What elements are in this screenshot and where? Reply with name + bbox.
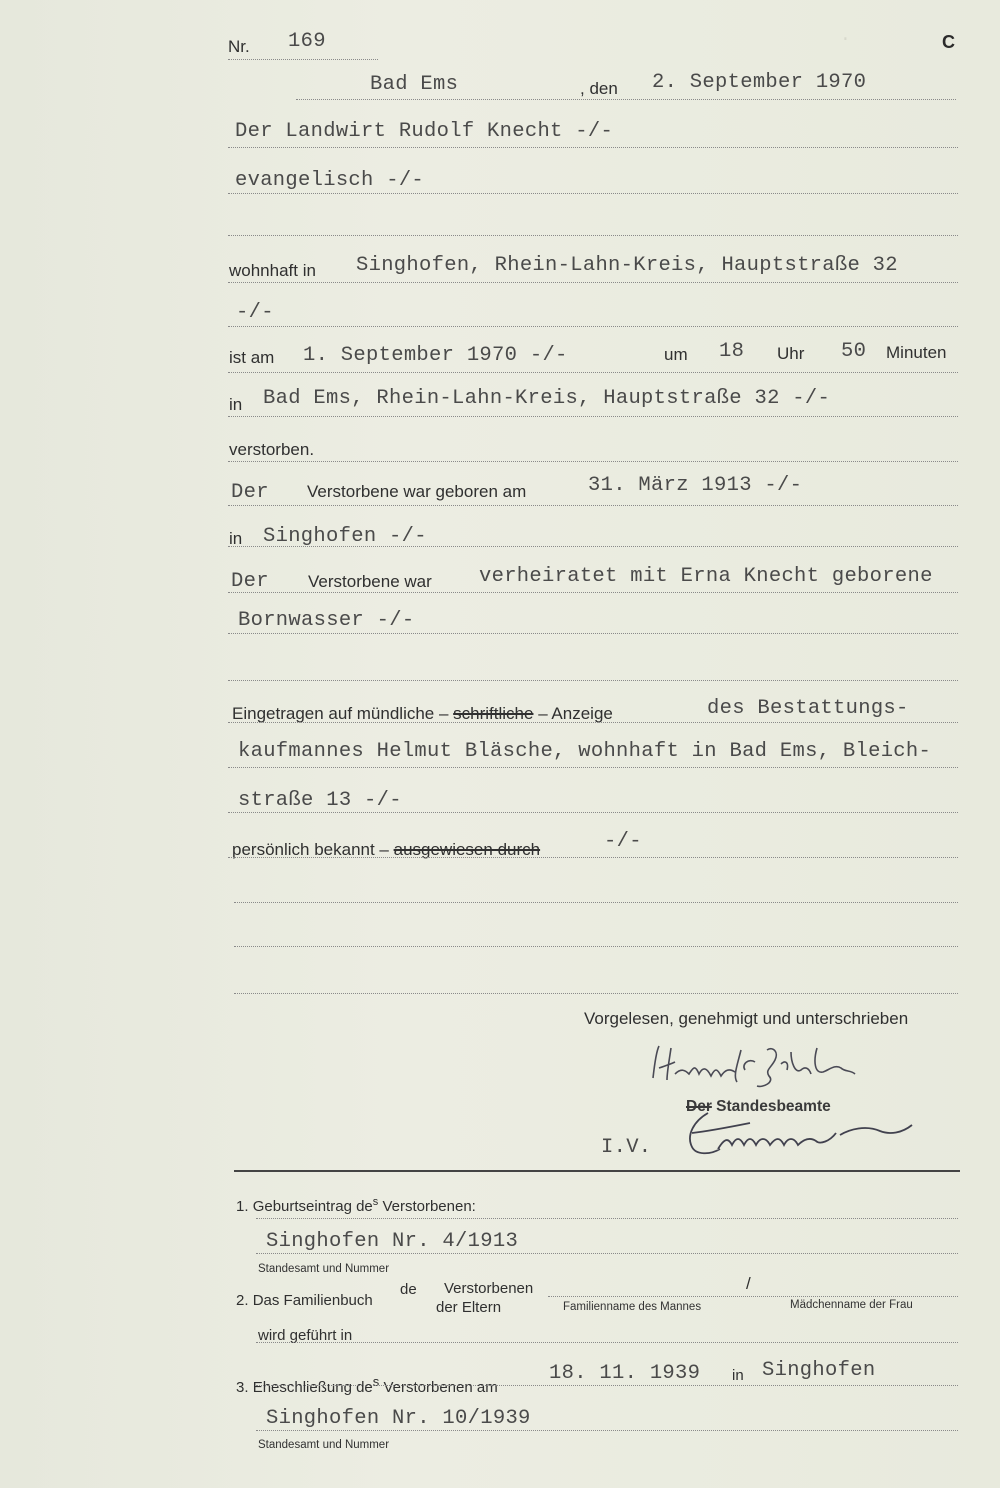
rule xyxy=(256,1342,958,1343)
death-date: 1. September 1970 -/- xyxy=(303,344,568,367)
rule xyxy=(228,326,958,327)
registered-label: Eingetragen auf mündliche – schriftliche – Anzeige xyxy=(232,704,613,723)
rule xyxy=(256,1430,958,1431)
rule xyxy=(228,193,958,194)
death-hour: 18 xyxy=(719,340,745,363)
married-label: Verstorbene war xyxy=(308,572,432,591)
article-der: Der xyxy=(231,481,269,504)
rule xyxy=(228,505,958,506)
proxy-label: I.V. xyxy=(601,1136,652,1159)
bleed-through-mark: · xyxy=(840,30,884,50)
form-letter: C xyxy=(942,32,955,52)
office-and-number-caption: Standesamt und Nummer xyxy=(258,1439,390,1451)
informant-signature xyxy=(645,1040,865,1090)
marital-status: verheiratet mit Erna Knecht geborene xyxy=(479,565,933,588)
rule xyxy=(234,946,958,947)
residence-end: -/- xyxy=(236,301,274,324)
rule xyxy=(256,1385,958,1386)
rule xyxy=(228,461,958,462)
rule xyxy=(228,416,958,417)
residence-label: wohnhaft in xyxy=(229,261,316,280)
death-minutes: 50 xyxy=(841,340,867,363)
rule xyxy=(228,857,958,858)
rule xyxy=(228,282,958,283)
entry-number: 169 xyxy=(288,30,326,53)
den-label: , den xyxy=(580,79,618,98)
deceased-name: Der Landwirt Rudolf Knecht -/- xyxy=(235,120,614,143)
death-place: Bad Ems, Rhein-Lahn-Kreis, Hauptstraße 32 -/- xyxy=(263,387,831,410)
minuten-label: Minuten xyxy=(886,343,947,362)
rule xyxy=(228,546,958,547)
birth-place: Singhofen -/- xyxy=(263,525,427,548)
rule xyxy=(256,1218,958,1219)
number-label: Nr. xyxy=(228,37,250,56)
rule xyxy=(228,767,958,768)
rule xyxy=(228,372,958,373)
born-label: Verstorbene war geboren am xyxy=(307,482,527,501)
registrar-title: Der Standesbeamte xyxy=(686,1098,831,1115)
religion: evangelisch -/- xyxy=(235,169,425,192)
wife-maiden-name-caption: Mädchenname der Frau xyxy=(790,1299,913,1311)
family-book-label: 2. Das Familienbuch xyxy=(236,1292,373,1309)
rule xyxy=(234,902,958,903)
informant-end: straße 13 -/- xyxy=(238,789,402,812)
spouse-maiden-name: Bornwasser -/- xyxy=(238,609,415,632)
uhr-label: Uhr xyxy=(777,344,805,363)
rule xyxy=(228,812,958,813)
read-approved-label: Vorgelesen, genehmigt und unterschrieben xyxy=(584,1009,909,1028)
birth-record-label: 1. Geburtseintrag $de^s$ Verstorbenen: xyxy=(236,1196,476,1215)
rule xyxy=(256,1253,958,1254)
place: Bad Ems xyxy=(370,73,459,96)
family-book-de: de xyxy=(400,1281,417,1298)
rule xyxy=(228,633,958,634)
date-underline xyxy=(296,99,956,100)
rule xyxy=(228,592,958,593)
section-divider xyxy=(234,1170,960,1172)
office-and-number-caption: Standesamt und Nummer xyxy=(258,1263,390,1275)
rule xyxy=(228,235,958,236)
registrar-signature xyxy=(680,1105,920,1165)
kept-in-label: wird geführt in xyxy=(258,1327,353,1344)
in-label: in xyxy=(229,395,243,414)
rule xyxy=(228,722,958,723)
residence: Singhofen, Rhein-Lahn-Kreis, Hauptstraße 32 xyxy=(356,254,898,277)
marriage-record-value: Singhofen Nr. 10/1939 xyxy=(266,1407,531,1430)
verstorben-label: verstorben. xyxy=(229,440,315,459)
identity-label: persönlich bekannt – ausgewiesen durch xyxy=(232,840,541,859)
rule xyxy=(548,1296,958,1297)
article-der: Der xyxy=(231,570,269,593)
family-book-parents: der Eltern xyxy=(436,1299,502,1316)
birth-record-value: Singhofen Nr. 4/1913 xyxy=(266,1230,519,1253)
marriage-label: 3. Eheschließung des Verstorbenen am xyxy=(236,1374,498,1396)
rule xyxy=(228,147,958,148)
um-label: um xyxy=(664,345,688,364)
husband-surname-caption: Familienname des Mannes xyxy=(563,1301,702,1313)
date: 2. September 1970 xyxy=(652,71,867,94)
died-on-label: ist am xyxy=(229,348,275,367)
marriage-place: Singhofen xyxy=(762,1359,876,1382)
marriage-in-label: in xyxy=(732,1367,744,1384)
marriage-date: 18. 11. 1939 xyxy=(549,1362,701,1385)
informant: des Bestattungs- xyxy=(707,697,909,720)
in-label: in xyxy=(229,529,243,548)
number-underline xyxy=(228,59,378,60)
informant-cont: kaufmannes Helmut Bläsche, wohnhaft in Bad Ems, Bleich- xyxy=(238,740,932,763)
rule xyxy=(228,680,958,681)
family-book-slash: / xyxy=(746,1274,751,1293)
birth-date: 31. März 1913 -/- xyxy=(588,474,803,497)
identity-value: -/- xyxy=(604,830,642,853)
family-book-deceased: Verstorbenen xyxy=(444,1280,534,1297)
rule xyxy=(234,993,958,994)
